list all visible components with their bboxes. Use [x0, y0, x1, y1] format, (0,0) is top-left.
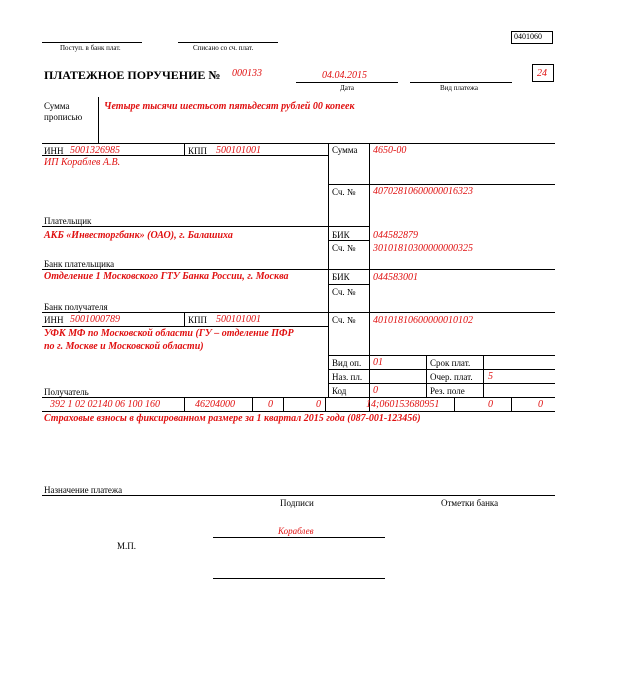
- payee-kpp: 500101001: [216, 314, 261, 325]
- due-label: Срок плат.: [430, 358, 471, 368]
- form-code: 0401060: [514, 32, 542, 41]
- status-code: 24: [537, 68, 547, 79]
- bank-marks-label: Отметки банка: [441, 498, 499, 508]
- sum-value: 4650-00: [373, 145, 407, 156]
- payee-bank-name: Отделение 1 Московского ГТУ Банка России, г. Москва: [44, 271, 289, 282]
- tax-basis: 0: [268, 399, 273, 410]
- tax-doc-number: 14;060153680951: [366, 399, 440, 410]
- payee-account: 40101810600000010102: [373, 315, 473, 326]
- payer-name: ИП Кораблев А.В.: [44, 157, 121, 168]
- payee-kpp-label: КПП: [188, 315, 208, 325]
- payee-name-line2: по г. Москве и Московской области): [44, 341, 204, 352]
- order-number: 000133: [232, 68, 262, 79]
- payer-account: 40702810600000016323: [373, 186, 473, 197]
- payee-bik-label: БИК: [332, 272, 350, 282]
- reserve-label: Рез. поле: [430, 386, 465, 396]
- payer-kpp-label: КПП: [188, 146, 208, 156]
- tax-period: 0: [316, 399, 321, 410]
- date-label: Дата: [340, 84, 354, 92]
- signatures-label: Подписи: [280, 498, 314, 508]
- purpose-code-label: Наз. пл.: [332, 372, 363, 382]
- payee-inn: 5001000789: [70, 314, 120, 325]
- tax-type: 0: [538, 399, 543, 410]
- payer-kpp: 500101001: [216, 145, 261, 156]
- payer-bik-label: БИК: [332, 230, 350, 240]
- payer-inn-label: ИНН: [44, 146, 64, 156]
- payee-account-label: Сч. №: [332, 315, 356, 325]
- payee-bank-label: Банк получателя: [44, 302, 108, 312]
- payee-inn-label: ИНН: [44, 315, 64, 325]
- page-title: ПЛАТЕЖНОЕ ПОРУЧЕНИЕ №: [44, 68, 221, 82]
- code-label: Код: [332, 386, 347, 396]
- received-label: Поступ. в банк плат.: [60, 44, 121, 52]
- tax-oktmo: 46204000: [195, 399, 235, 410]
- amount-words: Четыре тысячи шестьсот пятьдесят рублей 00 копеек: [104, 101, 355, 112]
- payer-bik: 044582879: [373, 230, 418, 241]
- stamp-label: М.П.: [117, 541, 137, 551]
- purpose-label: Назначение платежа: [44, 485, 123, 495]
- op-type: 01: [373, 357, 383, 368]
- payee-bank-account-label: Сч. №: [332, 287, 356, 297]
- debited-label: Списано со сч. плат.: [193, 44, 254, 52]
- payer-bank-account: 30101810300000000325: [373, 243, 473, 254]
- payee-bik: 044583001: [373, 272, 418, 283]
- payee-label: Получатель: [44, 387, 89, 397]
- payer-inn: 5001326985: [70, 145, 120, 156]
- amount-words-label: Сумма прописью: [44, 101, 83, 122]
- payer-account-label: Сч. №: [332, 187, 356, 197]
- payer-label: Плательщик: [44, 216, 92, 226]
- tax-doc-date: 0: [488, 399, 493, 410]
- order-label: Очер. плат.: [430, 372, 473, 382]
- payment-purpose: Страховые взносы в фиксированном размере за 1 квартал 2015 года (087-001-123456): [44, 413, 421, 424]
- code-value: 0: [373, 385, 378, 396]
- order-value: 5: [488, 371, 493, 382]
- sum-label: Сумма: [332, 145, 358, 155]
- order-date: 04.04.2015: [322, 70, 367, 81]
- signature: Кораблев: [278, 526, 314, 536]
- payment-type-label: Вид платежа: [440, 84, 479, 92]
- payee-name-line1: УФК МФ по Московской области (ГУ – отделение ПФР: [44, 328, 294, 339]
- payer-bank-name: АКБ «Инвесторгбанк» (ОАО), г. Балашиха: [44, 230, 233, 241]
- tax-kbk: 392 1 02 02140 06 100 160: [50, 399, 160, 410]
- payer-bank-label: Банк плательщика: [44, 259, 115, 269]
- payer-bank-account-label: Сч. №: [332, 243, 356, 253]
- op-type-label: Вид оп.: [332, 358, 362, 368]
